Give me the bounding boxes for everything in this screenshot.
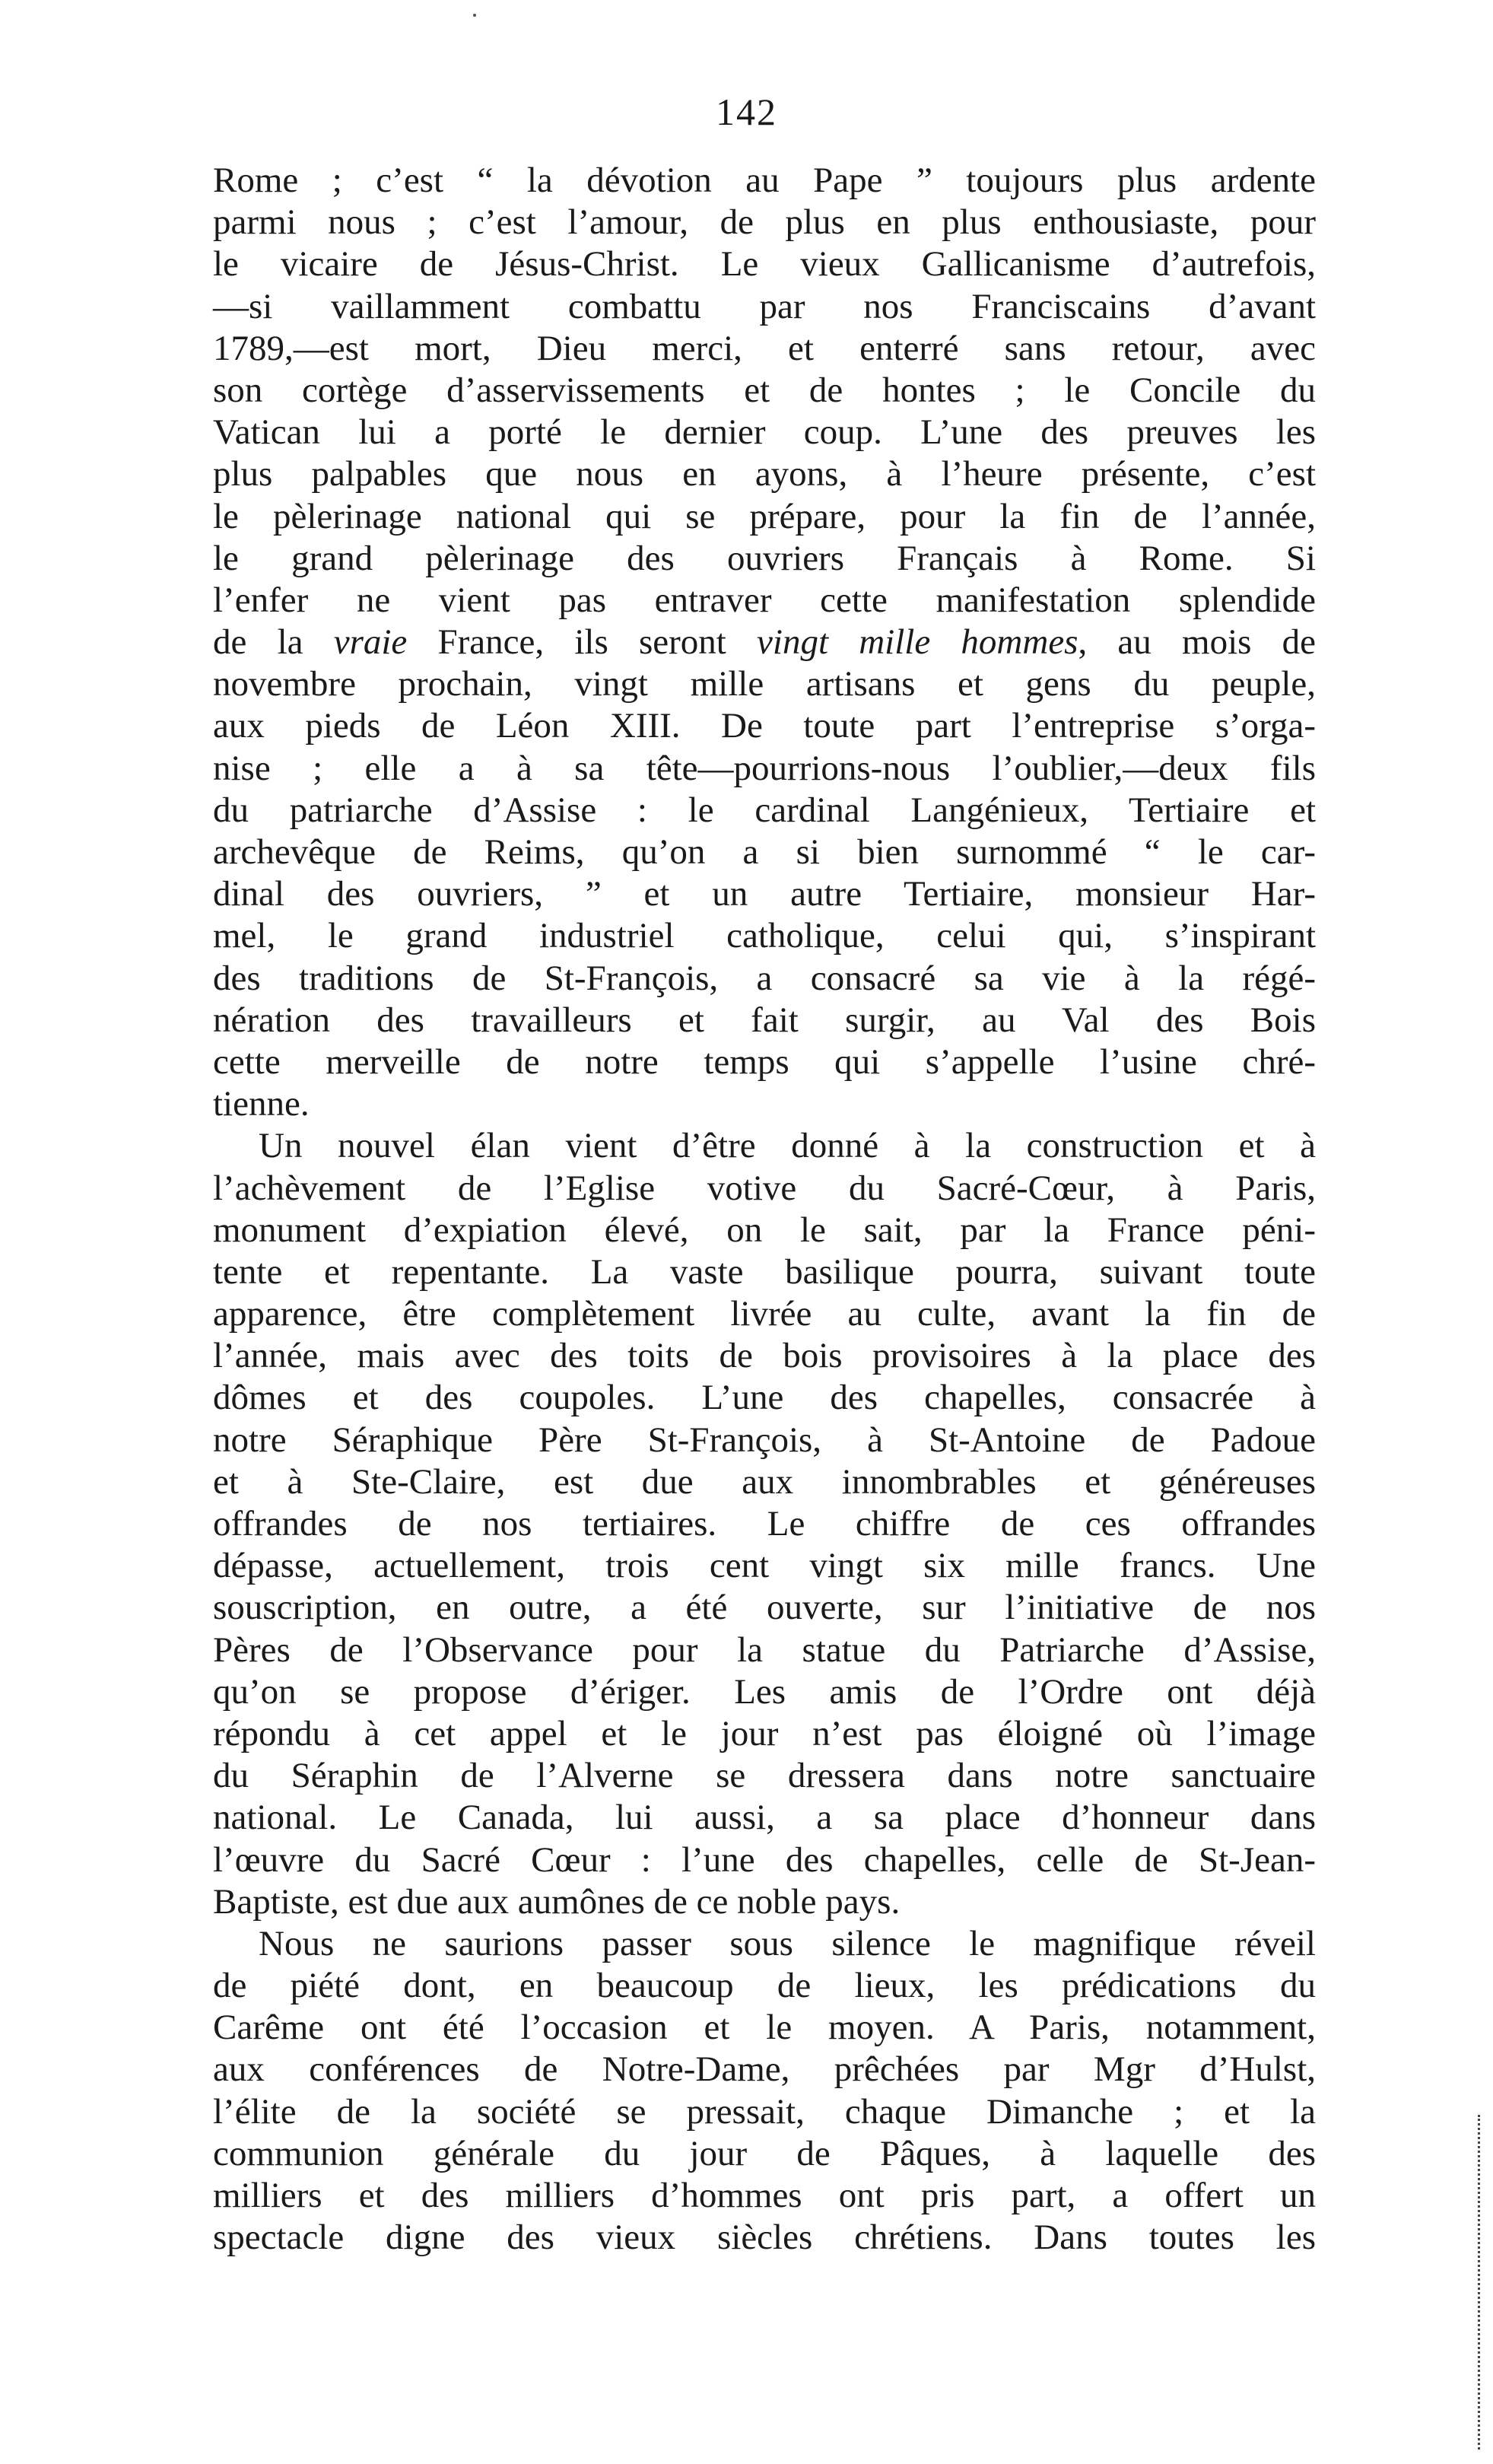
text-line: de piété dont, en beaucoup de lieux, les prédications du: [213, 1966, 1316, 2006]
text-line: l’enfer ne vient pas entraver cette manifestation splendide: [213, 580, 1316, 620]
body-text: [213, 160, 1316, 2259]
paragraph: [213, 160, 1316, 1125]
text-line: —si vaillamment combattu par nos Franciscains d’avant: [213, 286, 1316, 326]
text-line: parmi nous ; c’est l’amour, de plus en plus enthousiaste, pour: [213, 202, 1316, 243]
paragraph: [213, 1125, 1316, 1923]
text-line: Vatican lui a porté le dernier coup. L’une des preuves les: [213, 412, 1316, 453]
text-line: l’œuvre du Sacré Cœur : l’une des chapelles, celle de St-Jean-: [213, 1839, 1316, 1880]
text-line: spectacle digne des vieux siècles chrétiens. Dans toutes les: [213, 2218, 1316, 2258]
text-line: archevêque de Reims, qu’on a si bien surnommé “ le car-: [213, 832, 1316, 872]
text-line: offrandes de nos tertiaires. Le chiffre de ces offrandes: [213, 1504, 1316, 1544]
text-segment: de la: [213, 622, 334, 663]
text-line: nise ; elle a à sa tête—pourrions-nous l’oublier,—deux fils: [213, 748, 1316, 788]
text-line: dômes et des coupoles. L’une des chapelles, consacrée à: [213, 1378, 1316, 1418]
text-line: des traditions de St-François, a consacré sa vie à la régé-: [213, 958, 1316, 998]
text-line: Carême ont été l’occasion et le moyen. A Paris, notamment,: [213, 2008, 1316, 2048]
text-line: et à Ste-Claire, est due aux innombrables et généreuses: [213, 1461, 1316, 1502]
text-segment: , au mois de: [1078, 622, 1316, 663]
italic-phrase: vraie: [333, 622, 408, 663]
page-edge-mark: [1478, 2115, 1482, 2450]
text-line: apparence, être complètement livrée au culte, avant la fin de: [213, 1294, 1316, 1334]
text-line: novembre prochain, vingt mille artisans et gens du peuple,: [213, 664, 1316, 704]
text-line: aux conférences de Notre-Dame, prêchées par Mgr d’Hulst,: [213, 2049, 1316, 2090]
text-line: du Séraphin de l’Alverne se dressera dans notre sanctuaire: [213, 1756, 1316, 1796]
italic-phrase: vingt mille hommes: [757, 622, 1078, 663]
text-line: 1789,—est mort, Dieu merci, et enterré sans retour, avec: [213, 328, 1316, 368]
text-segment: France, ils seront: [407, 622, 758, 663]
text-line: l’année, mais avec des toits de bois provisoires à la place des: [213, 1336, 1316, 1376]
text-line: Nous ne saurions passer sous silence le magnifique réveil: [259, 1923, 1316, 1963]
text-line: cette merveille de notre temps qui s’appelle l’usine chré-: [213, 1041, 1316, 1082]
text-line: le pèlerinage national qui se prépare, pour la fin de l’année,: [213, 496, 1316, 536]
paper-speck: [473, 14, 476, 17]
text-line: Baptiste, est due aux aumônes de ce noble pays.: [213, 1881, 901, 1922]
paragraph: [213, 1923, 1316, 2259]
text-line: communion générale du jour de Pâques, à laquelle des: [213, 2133, 1316, 2173]
text-line: national. Le Canada, lui aussi, a sa place d’honneur dans: [213, 1798, 1316, 1838]
text-line: notre Séraphique Père St-François, à St-Antoine de Padoue: [213, 1420, 1316, 1460]
text-line: le vicaire de Jésus-Christ. Le vieux Gallicanisme d’autrefois,: [213, 244, 1316, 285]
text-line: monument d’expiation élevé, on le sait, par la France péni-: [213, 1210, 1316, 1250]
page-number: 142: [716, 91, 777, 133]
text-line: [213, 622, 1316, 663]
text-line: aux pieds de Léon XIII. De toute part l’entreprise s’orga-: [213, 706, 1316, 746]
text-line: qu’on se propose d’ériger. Les amis de l’Ordre ont déjà: [213, 1671, 1316, 1712]
text-line: tienne.: [213, 1084, 310, 1124]
text-line: tente et repentante. La vaste basilique pourra, suivant toute: [213, 1251, 1316, 1292]
text-line: mel, le grand industriel catholique, celui qui, s’inspirant: [213, 916, 1316, 956]
text-line: répondu à cet appel et le jour n’est pas éloigné où l’image: [213, 1713, 1316, 1753]
text-line: Un nouvel élan vient d’être donné à la construction et à: [259, 1126, 1316, 1166]
text-line: plus palpables que nous en ayons, à l’heure présente, c’est: [213, 454, 1316, 494]
text-line: Pères de l’Observance pour la statue du Patriarche d’Assise,: [213, 1629, 1316, 1670]
text-line: du patriarche d’Assise : le cardinal Langénieux, Tertiaire et: [213, 790, 1316, 830]
text-line: dinal des ouvriers, ” et un autre Tertiaire, monsieur Har-: [213, 874, 1316, 914]
text-line: son cortège d’asservissements et de hontes ; le Concile du: [213, 370, 1316, 410]
text-line: nération des travailleurs et fait surgir, au Val des Bois: [213, 1000, 1316, 1040]
text-line: dépasse, actuellement, trois cent vingt six mille francs. Une: [213, 1546, 1316, 1586]
text-line: l’élite de la société se pressait, chaque Dimanche ; et la: [213, 2091, 1316, 2132]
text-line: milliers et des milliers d’hommes ont pris part, a offert un: [213, 2176, 1316, 2215]
text-line: l’achèvement de l’Eglise votive du Sacré-Cœur, à Paris,: [213, 1168, 1316, 1208]
text-line: souscription, en outre, a été ouverte, sur l’initiative de nos: [213, 1588, 1316, 1628]
text-line: le grand pèlerinage des ouvriers Français à Rome. Si: [213, 538, 1316, 578]
text-line: Rome ; c’est “ la dévotion au Pape ” toujours plus ardente: [213, 161, 1316, 200]
